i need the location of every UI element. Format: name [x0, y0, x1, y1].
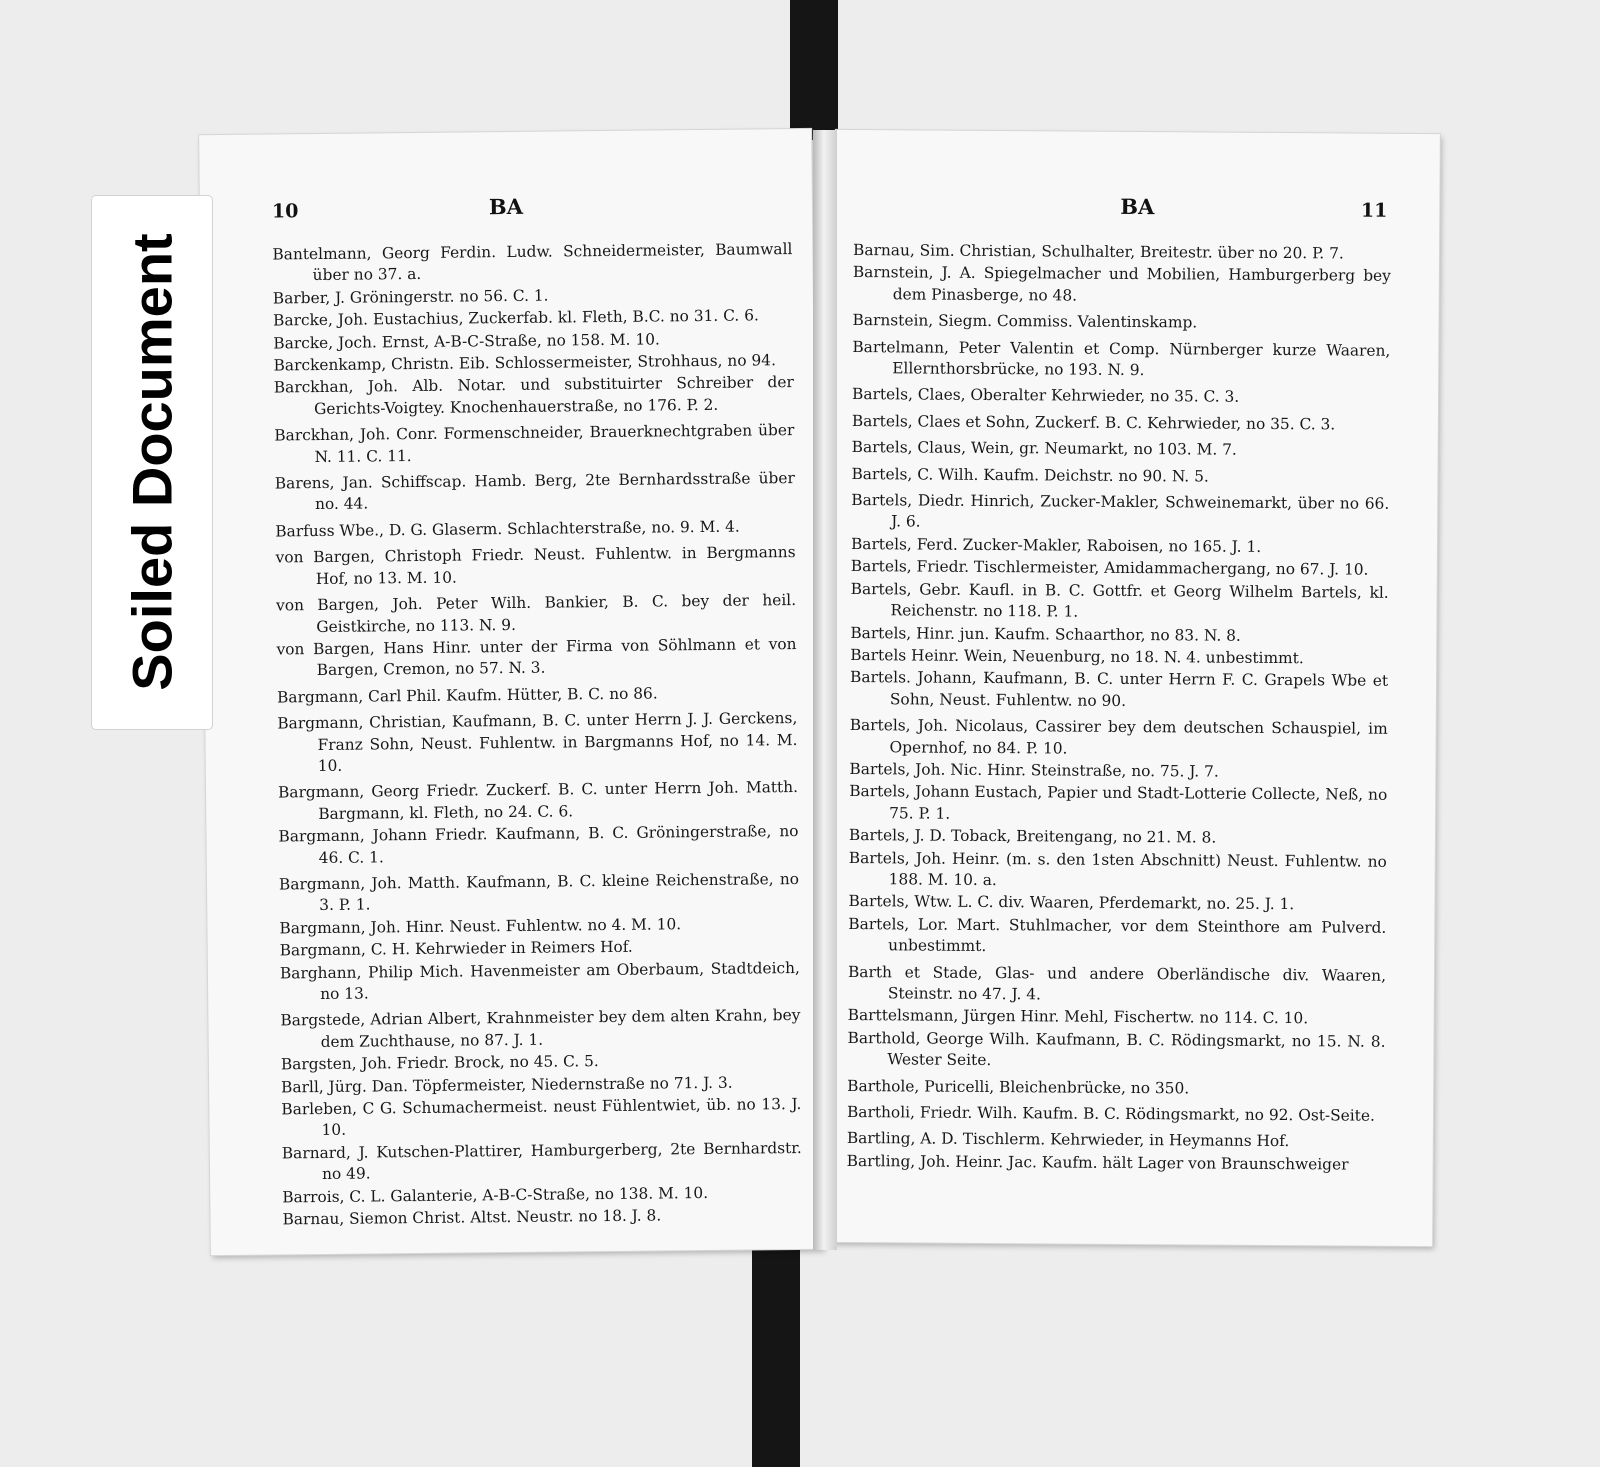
directory-entry: Barghann, Philip Mich. Havenmeister am Oberbaum, Stadtdeich, no 13.: [279, 958, 800, 1004]
directory-entry: Barckenkamp, Christn. Eib. Schlossermeister, Strohhaus, no 94.: [273, 351, 777, 375]
left-page-number: 10: [271, 200, 299, 223]
directory-entry: Barth et Stade, Glas- und andere Oberländische div. Waaren, Steinstr. no 47. J. 4.: [847, 962, 1387, 1004]
directory-entry: Bartels, Joh. Nic. Hinr. Steinstraße, no. 75. J. 7.: [849, 759, 1219, 781]
soiled-document-label: [92, 196, 212, 729]
directory-entry: Bartels, Joh. Heinr. (m. s. den 1sten Abschnitt) Neust. Fuhlentw. no 188. M. 10. a.: [848, 848, 1387, 890]
directory-entry: Barthole, Puricelli, Bleichenbrücke, no 350.: [847, 1076, 1190, 1098]
left-page: [199, 129, 823, 1255]
directory-entry: Barnard, J. Kutschen-Plattirer, Hamburgerberg, 2te Bernhardstr. no 49.: [281, 1138, 802, 1184]
directory-entry: Bargmann, Christian, Kaufmann, B. C. unter Herrn J. J. Gerckens, Franz Sohn, Neust. Fuhlentw. in Bargmanns Hof, no 14. M. 10.: [277, 709, 798, 775]
left-page-header: [200, 191, 812, 227]
directory-entry: Bartels, Wtw. L. C. div. Waaren, Pferdemarkt, no. 25. J. 1.: [848, 892, 1295, 914]
directory-entry: Bartels, Gebr. Kaufl. in B. C. Gottfr. et Georg Wilhelm Bartels, kl. Reichenstr. no 118. P. 1.: [850, 579, 1389, 621]
directory-entry: Bargstede, Adrian Albert, Krahnmeister bey dem alten Krahn, bey dem Zuchthause, no 87. J. 1.: [280, 1006, 801, 1051]
directory-entry: Barnau, Siemon Christ. Altst. Neustr. no 18. J. 8.: [282, 1206, 662, 1229]
directory-entry: Bantelmann, Georg Ferdin. Ludw. Schneidermeister, Baumwall über no 37. a.: [272, 240, 793, 285]
book-gutter: [813, 130, 837, 1250]
directory-entry: Barckhan, Joh. Conr. Formenschneider, Brauerknechtgraben über N. 11. C. 11.: [274, 421, 795, 466]
directory-entry: Barcke, Joh. Eustachius, Zuckerfab. kl. Fleth, B.C. no 31. C. 6.: [273, 306, 759, 330]
right-page-header: [835, 192, 1439, 226]
right-page: [828, 130, 1440, 1246]
directory-entry: Bartels, Claes et Sohn, Zuckerf. B. C. Kehrwieder, no 35. C. 3.: [851, 411, 1336, 434]
directory-entry: Barber, J. Gröningerstr. no 56. C. 1.: [272, 286, 549, 308]
directory-entry: Bartels, Hinr. jun. Kaufm. Schaarthor, no 83. N. 8.: [850, 623, 1241, 645]
left-entry-list: [272, 239, 802, 1232]
directory-entry: Bargmann, Carl Phil. Kaufm. Hütter, B. C. no 86.: [276, 684, 658, 707]
right-section-heading: BA: [1120, 193, 1155, 220]
directory-entry: Bargmann, Joh. Hinr. Neust. Fuhlentw. no 4. M. 10.: [279, 915, 682, 938]
directory-entry: Bartels, Lor. Mart. Stuhlmacher, vor dem Steinthore am Pulverd. unbestimmt.: [848, 914, 1387, 956]
directory-entry: Bartels Heinr. Wein, Neuenburg, no 18. N. 4. unbestimmt.: [850, 645, 1304, 668]
directory-entry: Bartels, Claus, Wein, gr. Neumarkt, no 103. M. 7.: [851, 438, 1237, 459]
directory-entry: Barttelsmann, Jürgen Hinr. Mehl, Fischertw. no 114. C. 10.: [847, 1006, 1309, 1028]
directory-entry: Barll, Jürg. Dan. Töpfermeister, Niedernstraße no 71. J. 3.: [281, 1073, 733, 1097]
directory-entry: Barnau, Sim. Christian, Schulhalter, Breitestr. über no 20. P. 7.: [852, 241, 1344, 263]
directory-entry: Barleben, C G. Schumachermeist. neust Fühlentwiet, üb. no 13. J. 10.: [281, 1095, 802, 1140]
directory-entry: Bartels, Ferd. Zucker-Makler, Raboisen, no 165. J. 1.: [850, 534, 1262, 556]
directory-entry: Bartels, J. D. Toback, Breitengang, no 21. M. 8.: [848, 826, 1217, 847]
bookmark-ribbon-top: [790, 0, 838, 140]
directory-entry: Bartels, Joh. Nicolaus, Cassirer bey dem deutschen Schauspiel, im Opernhof, no 84. P. 10.: [849, 716, 1388, 758]
directory-entry: Bargmann, Joh. Matth. Kaufmann, B. C. kleine Reichenstraße, no 3. P. 1.: [278, 869, 800, 915]
directory-entry: Bartholi, Friedr. Wilh. Kaufm. B. C. Rödingsmarkt, no 92. Ost-Seite.: [846, 1103, 1375, 1125]
directory-entry: Bartels, Johann Eustach, Papier und Stadt-Lotterie Collecte, Neß, no 75. P. 1.: [849, 782, 1388, 823]
soiled-document-text: Soiled Document: [120, 233, 184, 691]
directory-entry: Barckhan, Joh. Alb. Notar. und substituirter Schreiber der Gerichts-Voigtey. Knochenhauerstraße, no 176. P. 2.: [273, 373, 794, 418]
right-entry-list: [847, 240, 1392, 1177]
directory-entry: Barthold, George Wilh. Kaufmann, B. C. Rödingsmarkt, no 15. N. 8. Wester Seite.: [847, 1028, 1386, 1070]
directory-entry: Bartels, Diedr. Hinrich, Zucker-Makler, Schweinemarkt, über no 66. J. 6.: [851, 491, 1390, 531]
directory-entry: Bartling, A. D. Tischlerm. Kehrwieder, in Heymanns Hof.: [846, 1129, 1290, 1151]
directory-entry: Bargmann, Johann Friedr. Kaufmann, B. C. Gröningerstraße, no 46. C. 1.: [278, 822, 799, 867]
directory-entry: Bartels, Claes, Oberalter Kehrwieder, no 35. C. 3.: [851, 385, 1240, 407]
left-section-heading: BA: [488, 193, 524, 220]
directory-entry: Barrois, C. L. Galanterie, A-B-C-Straße, no 138. M. 10.: [282, 1183, 709, 1207]
directory-entry: Barnstein, J. A. Spiegelmacher und Mobilien, Hamburgerberg bey dem Pinasberge, no 48.: [852, 263, 1391, 305]
directory-entry: Bargsten, Joh. Friedr. Brock, no 45. C. 5.: [280, 1052, 599, 1074]
directory-entry: Bartelmann, Peter Valentin et Comp. Nürnberger kurze Waaren, Ellernthorsbrücke, no 193. N. 9.: [852, 337, 1391, 380]
directory-entry: von Bargen, Joh. Peter Wilh. Bankier, B. C. bey der heil. Geistkirche, no 113. N. 9.: [275, 591, 797, 636]
directory-entry: Bartels, C. Wilh. Kaufm. Deichstr. no 90. N. 5.: [851, 464, 1209, 486]
directory-entry: Bartels. Johann, Kaufmann, B. C. unter Herrn F. C. Grapels Wbe et Sohn, Neust. Fuhlentw. no 90.: [850, 668, 1389, 710]
directory-entry: Barnstein, Siegm. Commiss. Valentinskamp.: [852, 311, 1198, 332]
directory-entry: von Bargen, Hans Hinr. unter der Firma von Söhlmann et von Bargen, Cremon, no 57. N. 3.: [276, 634, 797, 680]
bookmark-ribbon-bottom: [752, 1232, 800, 1467]
directory-entry: Barfuss Wbe., D. G. Glaserm. Schlachterstraße, no. 9. M. 4.: [275, 517, 740, 541]
directory-entry: Bartels, Friedr. Tischlermeister, Amidammachergang, no 67. J. 10.: [850, 557, 1369, 579]
directory-entry: Bartling, Joh. Heinr. Jac. Kaufm. hält Lager von Braunschweiger: [846, 1151, 1349, 1174]
directory-entry: Bargmann, Georg Friedr. Zuckerf. B. C. unter Herrn Joh. Matth. Bargmann, kl. Fleth, no 24. C. 6.: [277, 778, 799, 823]
directory-entry: Barcke, Joch. Ernst, A-B-C-Straße, no 158. M. 10.: [273, 330, 660, 353]
directory-entry: Bargmann, C. H. Kehrwieder in Reimers Hof.: [279, 937, 633, 960]
directory-entry: Barens, Jan. Schiffscap. Hamb. Berg, 2te Bernhardsstraße über no. 44.: [274, 469, 795, 514]
directory-entry: von Bargen, Christoph Friedr. Neust. Fuhlentw. in Bergmanns Hof, no 13. M. 10.: [275, 543, 796, 588]
right-page-number: 11: [1360, 199, 1388, 222]
